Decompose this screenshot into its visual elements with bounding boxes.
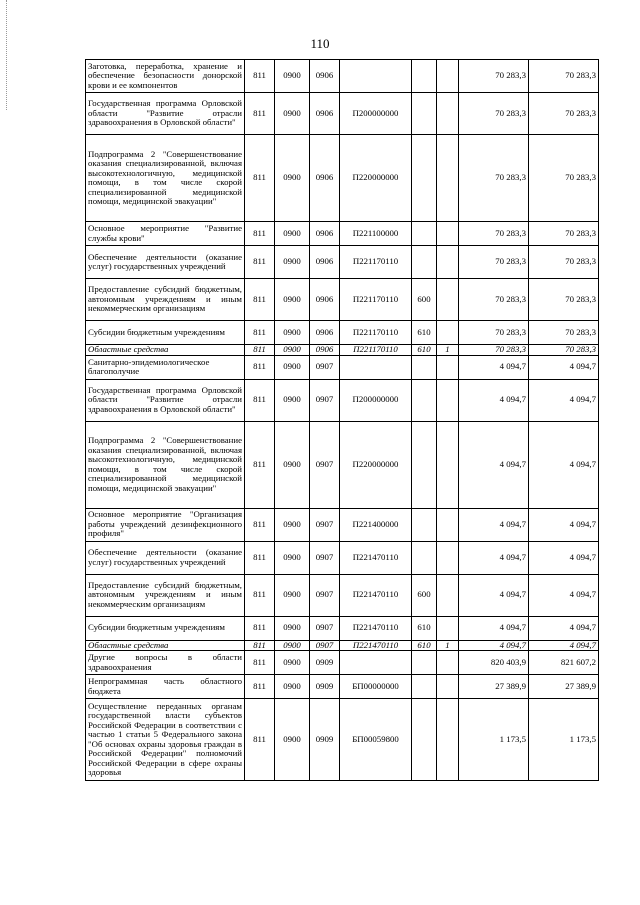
section-code-cell: 0900 [275, 508, 310, 541]
expense-type-cell: 610 [412, 640, 437, 651]
table-row [86, 135, 599, 222]
table-row [86, 355, 599, 379]
table-row [86, 279, 599, 321]
amount-year1-cell: 70 283,3 [459, 135, 529, 222]
grbs-code-cell: 811 [245, 675, 275, 699]
subsection-code-cell: 0906 [310, 345, 340, 356]
funding-source-cell [437, 93, 459, 135]
expense-type-cell [412, 135, 437, 222]
section-code-cell: 0900 [275, 345, 310, 356]
grbs-code-cell: 811 [245, 616, 275, 640]
target-article-cell: П200000000 [340, 93, 412, 135]
expense-type-cell [412, 379, 437, 421]
grbs-code-cell: 811 [245, 355, 275, 379]
amount-year2-cell: 70 283,3 [529, 345, 599, 356]
row-name-cell: Предоставление субсидий бюджетным, автономным учреждениям и иным некоммерческим организациям [86, 279, 245, 321]
amount-year2-cell: 27 389,9 [529, 675, 599, 699]
amount-year1-cell: 4 094,7 [459, 541, 529, 574]
target-article-cell: П221170110 [340, 246, 412, 279]
target-article-cell: П221470110 [340, 574, 412, 616]
grbs-code-cell: 811 [245, 135, 275, 222]
amount-year1-cell: 70 283,3 [459, 345, 529, 356]
section-code-cell: 0900 [275, 279, 310, 321]
amount-year1-cell: 4 094,7 [459, 574, 529, 616]
amount-year2-cell: 70 283,3 [529, 222, 599, 246]
funding-source-cell [437, 421, 459, 508]
amount-year1-cell: 4 094,7 [459, 355, 529, 379]
amount-year1-cell: 1 173,5 [459, 699, 529, 781]
amount-year1-cell: 70 283,3 [459, 279, 529, 321]
amount-year1-cell: 4 094,7 [459, 421, 529, 508]
section-code-cell: 0900 [275, 93, 310, 135]
table-row [86, 345, 599, 356]
amount-year2-cell: 4 094,7 [529, 379, 599, 421]
budget-table-body [86, 60, 599, 781]
expense-type-cell [412, 651, 437, 675]
subsection-code-cell: 0906 [310, 93, 340, 135]
target-article-cell: П200000000 [340, 379, 412, 421]
section-code-cell: 0900 [275, 651, 310, 675]
amount-year2-cell: 70 283,3 [529, 279, 599, 321]
amount-year2-cell: 1 173,5 [529, 699, 599, 781]
table-row [86, 60, 599, 93]
funding-source-cell [437, 699, 459, 781]
grbs-code-cell: 811 [245, 279, 275, 321]
section-code-cell: 0900 [275, 421, 310, 508]
target-article-cell: П221470110 [340, 640, 412, 651]
grbs-code-cell: 811 [245, 541, 275, 574]
grbs-code-cell: 811 [245, 421, 275, 508]
row-name-cell: Подпрограмма 2 "Совершенствование оказания специализированной, включая высокотехнологичную, медицинской помощи, в том числе скорой специализированной медицинской помощи, медицинской эвакуации" [86, 135, 245, 222]
funding-source-cell [437, 222, 459, 246]
budget-table [85, 59, 599, 781]
table-row [86, 616, 599, 640]
amount-year2-cell: 4 094,7 [529, 640, 599, 651]
subsection-code-cell: 0907 [310, 541, 340, 574]
row-name-cell: Государственная программа Орловской области "Развитие отрасли здравоохранения в Орловской области" [86, 93, 245, 135]
expense-type-cell [412, 699, 437, 781]
subsection-code-cell: 0907 [310, 574, 340, 616]
row-name-cell: Областные средства [86, 345, 245, 356]
grbs-code-cell: 811 [245, 379, 275, 421]
amount-year1-cell: 4 094,7 [459, 640, 529, 651]
subsection-code-cell: 0906 [310, 246, 340, 279]
target-article-cell: БП00059800 [340, 699, 412, 781]
expense-type-cell [412, 508, 437, 541]
row-name-cell: Основное мероприятие "Развитие службы крови" [86, 222, 245, 246]
table-row [86, 379, 599, 421]
target-article-cell: П221400000 [340, 508, 412, 541]
section-code-cell: 0900 [275, 355, 310, 379]
table-row [86, 508, 599, 541]
funding-source-cell [437, 675, 459, 699]
amount-year1-cell: 4 094,7 [459, 508, 529, 541]
grbs-code-cell: 811 [245, 60, 275, 93]
subsection-code-cell: 0907 [310, 421, 340, 508]
section-code-cell: 0900 [275, 379, 310, 421]
subsection-code-cell: 0906 [310, 321, 340, 345]
row-name-cell: Предоставление субсидий бюджетным, автономным учреждениям и иным некоммерческим организациям [86, 574, 245, 616]
subsection-code-cell: 0906 [310, 279, 340, 321]
funding-source-cell [437, 651, 459, 675]
amount-year1-cell: 70 283,3 [459, 321, 529, 345]
row-name-cell: Санитарно-эпидемиологическое благополучие [86, 355, 245, 379]
target-article-cell: П221170110 [340, 321, 412, 345]
funding-source-cell [437, 379, 459, 421]
expense-type-cell [412, 93, 437, 135]
amount-year2-cell: 70 283,3 [529, 60, 599, 93]
funding-source-cell [437, 279, 459, 321]
subsection-code-cell: 0909 [310, 651, 340, 675]
row-name-cell: Заготовка, переработка, хранение и обеспечение безопасности донорской крови и ее компонентов [86, 60, 245, 93]
amount-year1-cell: 70 283,3 [459, 246, 529, 279]
amount-year1-cell: 70 283,3 [459, 222, 529, 246]
funding-source-cell: 1 [437, 345, 459, 356]
scan-margin-marks [6, 0, 10, 110]
section-code-cell: 0900 [275, 135, 310, 222]
table-row [86, 541, 599, 574]
table-row [86, 699, 599, 781]
row-name-cell: Непрограммная часть областного бюджета [86, 675, 245, 699]
subsection-code-cell: 0907 [310, 616, 340, 640]
grbs-code-cell: 811 [245, 574, 275, 616]
amount-year1-cell: 70 283,3 [459, 60, 529, 93]
target-article-cell: БП00000000 [340, 675, 412, 699]
expense-type-cell [412, 60, 437, 93]
subsection-code-cell: 0907 [310, 640, 340, 651]
expense-type-cell: 610 [412, 321, 437, 345]
table-row [86, 246, 599, 279]
table-row [86, 574, 599, 616]
section-code-cell: 0900 [275, 699, 310, 781]
section-code-cell: 0900 [275, 222, 310, 246]
row-name-cell: Субсидии бюджетным учреждениям [86, 616, 245, 640]
amount-year1-cell: 27 389,9 [459, 675, 529, 699]
expense-type-cell [412, 675, 437, 699]
subsection-code-cell: 0909 [310, 675, 340, 699]
subsection-code-cell: 0906 [310, 222, 340, 246]
table-row [86, 640, 599, 651]
amount-year2-cell: 4 094,7 [529, 508, 599, 541]
row-name-cell: Другие вопросы в области здравоохранения [86, 651, 245, 675]
expense-type-cell [412, 355, 437, 379]
subsection-code-cell: 0907 [310, 379, 340, 421]
table-row [86, 321, 599, 345]
subsection-code-cell: 0906 [310, 60, 340, 93]
expense-type-cell [412, 246, 437, 279]
amount-year2-cell: 70 283,3 [529, 135, 599, 222]
table-row [86, 93, 599, 135]
amount-year2-cell: 4 094,7 [529, 421, 599, 508]
funding-source-cell [437, 355, 459, 379]
amount-year2-cell: 4 094,7 [529, 355, 599, 379]
row-name-cell: Обеспечение деятельности (оказание услуг) государственных учреждений [86, 246, 245, 279]
funding-source-cell [437, 508, 459, 541]
target-article-cell: П220000000 [340, 421, 412, 508]
amount-year2-cell: 70 283,3 [529, 93, 599, 135]
row-name-cell: Областные средства [86, 640, 245, 651]
amount-year2-cell: 4 094,7 [529, 541, 599, 574]
target-article-cell: П221170110 [340, 345, 412, 356]
expense-type-cell: 610 [412, 345, 437, 356]
target-article-cell: П221170110 [340, 279, 412, 321]
grbs-code-cell: 811 [245, 321, 275, 345]
row-name-cell: Субсидии бюджетным учреждениям [86, 321, 245, 345]
table-row [86, 651, 599, 675]
grbs-code-cell: 811 [245, 699, 275, 781]
expense-type-cell: 610 [412, 616, 437, 640]
expense-type-cell: 600 [412, 279, 437, 321]
section-code-cell: 0900 [275, 616, 310, 640]
grbs-code-cell: 811 [245, 345, 275, 356]
amount-year2-cell: 70 283,3 [529, 321, 599, 345]
amount-year1-cell: 820 403,9 [459, 651, 529, 675]
funding-source-cell: 1 [437, 640, 459, 651]
amount-year2-cell: 70 283,3 [529, 246, 599, 279]
expense-type-cell: 600 [412, 574, 437, 616]
subsection-code-cell: 0909 [310, 699, 340, 781]
amount-year1-cell: 70 283,3 [459, 93, 529, 135]
grbs-code-cell: 811 [245, 508, 275, 541]
amount-year1-cell: 4 094,7 [459, 616, 529, 640]
grbs-code-cell: 811 [245, 651, 275, 675]
table-row [86, 675, 599, 699]
subsection-code-cell: 0906 [310, 135, 340, 222]
target-article-cell [340, 651, 412, 675]
amount-year2-cell: 4 094,7 [529, 574, 599, 616]
funding-source-cell [437, 541, 459, 574]
section-code-cell: 0900 [275, 60, 310, 93]
amount-year2-cell: 821 607,2 [529, 651, 599, 675]
grbs-code-cell: 811 [245, 640, 275, 651]
row-name-cell: Подпрограмма 2 "Совершенствование оказания специализированной, включая высокотехнологичную, медицинской помощи, в том числе скорой специализированной медицинской помощи, медицинской эвакуации" [86, 421, 245, 508]
row-name-cell: Основное мероприятие "Организация работы учреждений дезинфекционного профиля" [86, 508, 245, 541]
target-article-cell [340, 355, 412, 379]
funding-source-cell [437, 246, 459, 279]
expense-type-cell [412, 421, 437, 508]
section-code-cell: 0900 [275, 675, 310, 699]
section-code-cell: 0900 [275, 321, 310, 345]
subsection-code-cell: 0907 [310, 355, 340, 379]
funding-source-cell [437, 321, 459, 345]
target-article-cell: П221470110 [340, 616, 412, 640]
amount-year2-cell: 4 094,7 [529, 616, 599, 640]
funding-source-cell [437, 135, 459, 222]
row-name-cell: Осуществление переданных органам государственной власти субъектов Российской Федерации в соответствии с частью 1 статьи 5 Федерального закона "Об основах охраны здоровья граждан в Российской Федерации" полномочий Российской Федерации в сфере охраны здоровья [86, 699, 245, 781]
section-code-cell: 0900 [275, 541, 310, 574]
grbs-code-cell: 811 [245, 222, 275, 246]
target-article-cell: П221470110 [340, 541, 412, 574]
funding-source-cell [437, 616, 459, 640]
row-name-cell: Государственная программа Орловской области "Развитие отрасли здравоохранения в Орловской области" [86, 379, 245, 421]
table-row [86, 222, 599, 246]
grbs-code-cell: 811 [245, 93, 275, 135]
section-code-cell: 0900 [275, 246, 310, 279]
target-article-cell: П220000000 [340, 135, 412, 222]
row-name-cell: Обеспечение деятельности (оказание услуг) государственных учреждений [86, 541, 245, 574]
target-article-cell [340, 60, 412, 93]
expense-type-cell [412, 222, 437, 246]
funding-source-cell [437, 574, 459, 616]
subsection-code-cell: 0907 [310, 508, 340, 541]
grbs-code-cell: 811 [245, 246, 275, 279]
section-code-cell: 0900 [275, 574, 310, 616]
amount-year1-cell: 4 094,7 [459, 379, 529, 421]
section-code-cell: 0900 [275, 640, 310, 651]
target-article-cell: П221100000 [340, 222, 412, 246]
expense-type-cell [412, 541, 437, 574]
funding-source-cell [437, 60, 459, 93]
page-number: 110 [310, 36, 330, 51]
table-row [86, 421, 599, 508]
